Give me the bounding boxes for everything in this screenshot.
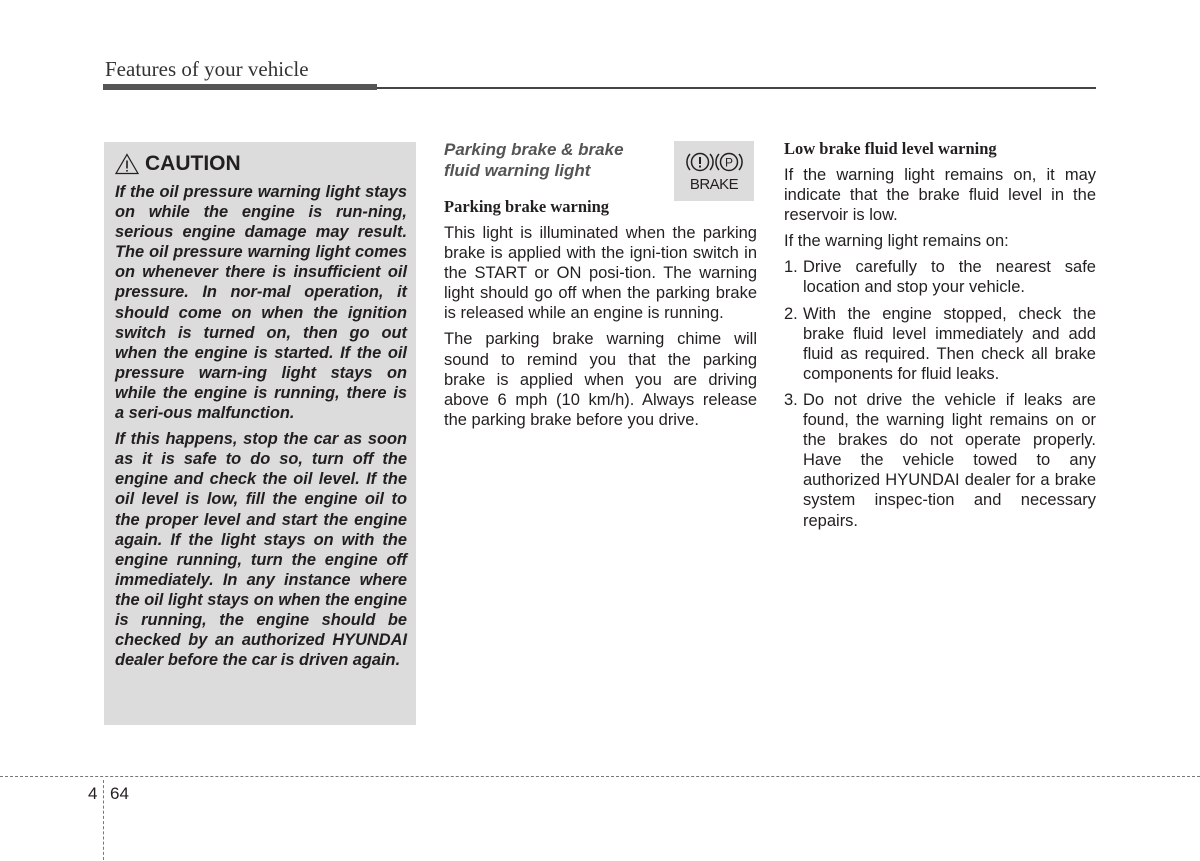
body-paragraph: This light is illuminated when the parking brake is applied with the igni-tion switch in the START or ON posi-tion. The warning light should go off when the parking brake is released while an engine is running. [444, 224, 757, 323]
parking-brake-section [444, 139, 757, 436]
svg-text:P: P [724, 155, 734, 170]
caution-box [104, 142, 416, 725]
page-header-title: Features of your vehicle [105, 57, 309, 81]
header-rule-accent [103, 84, 377, 90]
section-heading: Parking brake & brake fluid warning light [444, 140, 624, 180]
caution-paragraph: If the oil pressure warning light stays on while the engine is run-ning, serious engine damage may result. The oil pressure warning light comes on whenever there is insufficient oil pressure. In nor-mal operation, it should come on when the ignition switch is turned on, then go out when the engine is started. If the oil pressure warn-ing light stays on while the engine is running, there is a seri-ous malfunction. [115, 183, 407, 423]
brake-fluid-section [784, 139, 1096, 537]
body-paragraph: The parking brake warning chime will sound to remind you that the parking brake is applied when you are driving above 6 mph (10 km/h). Always release the parking brake before you drive. [444, 330, 757, 429]
body-paragraph: If the warning light remains on, it may indicate that the brake fluid level in the reservoir is low. [784, 166, 1096, 225]
footer-rule [0, 776, 1200, 777]
body-paragraph: If the warning light remains on: [784, 232, 1009, 251]
caution-heading [115, 150, 407, 178]
list-text: Do not drive the vehicle if leaks are found, the warning light remains on or the brakes do not operate properly. Have the vehicle towed to any authorized HYUNDAI dealer for a brake system inspec-tion and necessary repairs. [803, 390, 1096, 530]
caution-title: CAUTION [145, 152, 241, 175]
footer-divider [103, 780, 104, 860]
list-item [784, 257, 1096, 297]
list-item [784, 390, 1096, 531]
list-text: With the engine stopped, check the brake fluid level immediately and add fluid as required. Then check all brake components for fluid leaks. [803, 304, 1096, 383]
list-text: Drive carefully to the nearest safe location and stop your vehicle. [803, 258, 1096, 297]
brake-symbol-icon [685, 149, 743, 175]
brake-icon-label: BRAKE [689, 176, 739, 193]
chapter-number: 4 [88, 784, 98, 803]
list-item [784, 304, 1096, 384]
subheading: Parking brake warning [444, 197, 610, 216]
list-number: 2. [784, 304, 798, 323]
list-number: 1. [784, 258, 798, 277]
brake-warning-icon [674, 141, 754, 201]
caution-paragraph: If this happens, stop the car as soon as it is safe to do so, turn off the engine and check the oil level. If the oil level is low, fill the engine oil to the proper level and start the engine again. If the light stays on with the engine running, turn the engine off immediately. In any instance where the oil light stays on when the engine is running, the engine should be checked by an authorized HYUNDAI dealer before the car is driven again. [115, 430, 407, 670]
subheading: Low brake fluid level warning [784, 139, 997, 158]
list-number: 3. [784, 390, 798, 409]
page-number: 64 [110, 784, 129, 803]
warning-triangle-icon [115, 153, 139, 175]
